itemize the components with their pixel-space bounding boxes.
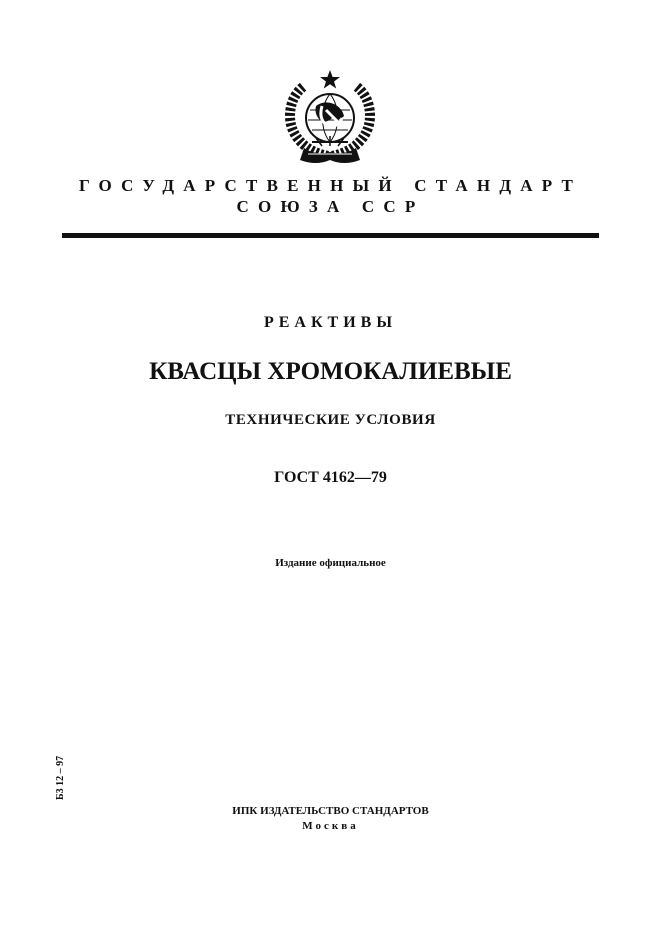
header-divider: [62, 233, 599, 238]
header-line-1: ГОСУДАРСТВЕННЫЙ СТАНДАРТ: [78, 176, 583, 195]
header-line-2: СОЮЗА ССР: [236, 197, 425, 216]
document-series: РЕАКТИВЫ: [263, 314, 398, 331]
edition-note: Издание официальное: [275, 557, 386, 569]
standard-number: ГОСТ 4162—79: [274, 469, 387, 486]
side-catalog-code: Б3 12 – 97: [55, 755, 66, 800]
ussr-coat-of-arms-icon: [282, 66, 378, 166]
document-subtitle: ТЕХНИЧЕСКИЕ УСЛОВИЯ: [225, 412, 436, 428]
publisher-city: Москва: [302, 820, 359, 832]
document-title: КВАСЦЫ ХРОМОКАЛИЕВЫЕ: [149, 358, 512, 385]
publisher-name: ИПК ИЗДАТЕЛЬСТВО СТАНДАРТОВ: [232, 805, 429, 817]
